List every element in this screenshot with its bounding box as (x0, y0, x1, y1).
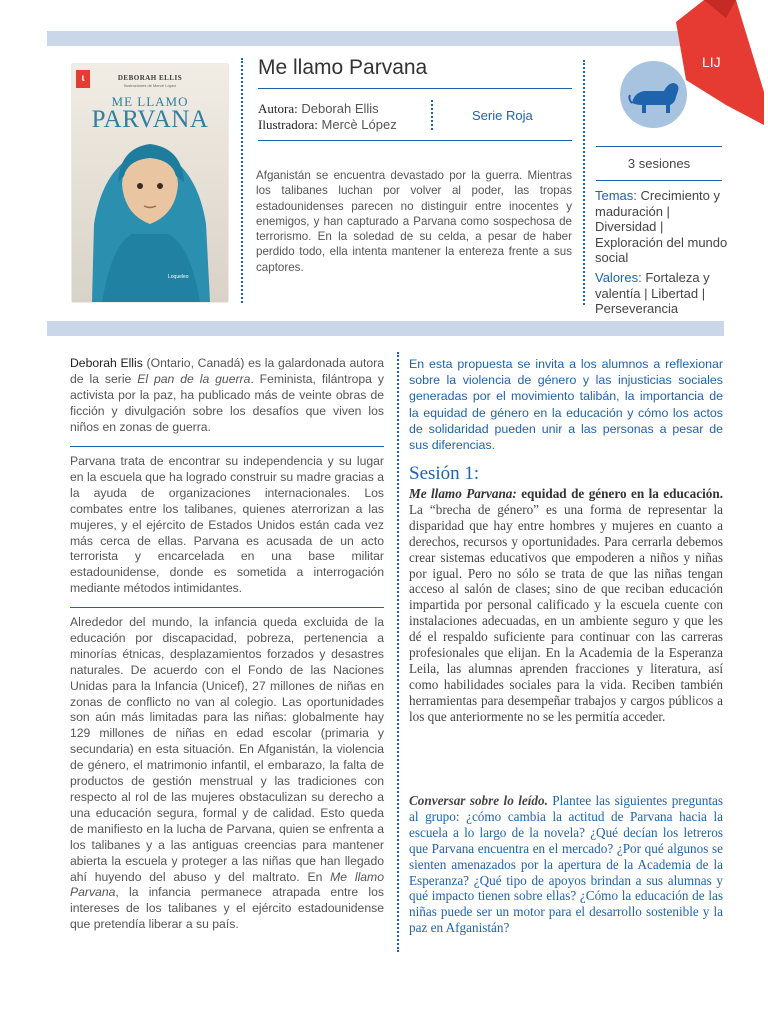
sessions-count: 3 sesiones (627, 156, 691, 171)
lij-ribbon (676, 0, 768, 125)
dog-icon (620, 61, 687, 128)
session-1-title (409, 486, 723, 501)
author-credit (258, 101, 379, 116)
illustrator-credit (258, 117, 397, 132)
divider-dotted (397, 352, 399, 952)
divider-line (596, 146, 722, 147)
context-text: , la infancia permanece atrapada entre los intereses de los talibanes y el ejército estadounidense que pretendía liberar a su país. (70, 885, 384, 932)
series-title: El pan de la guerra (137, 371, 251, 386)
illustrator-label: Ilustradora: (258, 117, 318, 132)
plot-summary: Parvana trata de encontrar su independencia y su lugar en la escuela que ha logrado construir su madre gracias a la ayuda de organizaciones internacionales. Los combates entre los talibanes, quienes aterrorizan a las mujeres, y el ejército de Estados Unidos están cada vez más cerca de ellas. Parvana es acusada de un acto terrorista y encarcelada en una base militar estadounidense, donde es sometida a interrogación mediante métodos intimidantes. (70, 454, 384, 596)
divider-dotted (431, 100, 433, 130)
ribbon-label: LIJ (702, 54, 721, 70)
divider-line (258, 140, 572, 141)
book-title-inline: Me llamo Parvana (70, 869, 384, 900)
author-bio-name: Deborah Ellis (70, 356, 143, 370)
age-badge (620, 61, 687, 128)
divider-dotted (583, 60, 585, 305)
divider-line (70, 446, 384, 447)
themes-label: Temas: (595, 188, 637, 203)
cover-publisher: Loqueleo (168, 274, 189, 280)
cover-title-line2: PARVANA (91, 106, 209, 133)
author-name: Deborah Ellis (301, 101, 379, 116)
session-heading: Sesión 1: (409, 463, 480, 484)
session-1-title-rest: equidad de género en la educación. (516, 486, 723, 501)
values (595, 270, 730, 317)
values-value: Fortaleza y valentía | Libertad | Perseverancia (595, 270, 710, 317)
themes (595, 188, 730, 266)
values-label: Valores: (595, 270, 642, 285)
author-bio-text: . Feminista, filántropa y activista por la paz, ha publicado más de veinte obras de ficción y divulgación sobre los desafíos que viven los niños en zonas de guerra. (70, 371, 384, 434)
divider-line (70, 607, 384, 608)
proposal-intro: En esta propuesta se invita a los alumnos a reflexionar sobre la violencia de género y las injusticias sociales generadas por el movimiento talibán, la importancia de la equidad de género en la educación y cómo los actos de solidaridad pueden unir a las personas a pesar de sus diferencias. (409, 357, 723, 453)
series-label: Serie Roja (472, 108, 533, 123)
divider-dotted (241, 58, 243, 303)
synopsis: Afganistán se encuentra devastado por la guerra. Mientras los talibanes luchan por volver al poder, las tropas estadounidenses parecen no distinguir entre inocentes y enemigos, y han capturado a Parvana como sospechosa de terrorismo. En la soledad de su celda, a pesar de haber perdido todo, ella intenta mantener la entereza frente a sus captores. (256, 169, 572, 274)
discussion-body: Plantee las siguientes preguntas al grupo: ¿cómo cambia la actitud de Parvana hacia la escuela a lo largo de la novela? ¿Qué decían los letreros que Parvana encuentra en el mercado? ¿Por qué algunos se sienten amenazados por la apertura de la Academia de la Esperanza? ¿Qué tipo de apoyos brindan a sus alumnas y qué impacto tienen sobre ellas? ¿Cómo la educación de las niñas puede ser un motor para el desarrollo sostenible y la paz en Afganistán? (409, 793, 723, 936)
divider-line (258, 88, 572, 89)
themes-value: Crecimiento y maduración | Diversidad | Exploración del mundo social (595, 188, 728, 266)
session-1-title-italic: Me llamo Parvana: (409, 486, 517, 501)
book-cover (72, 64, 228, 302)
author-bio-text: (Ontario, Canadá) es la galardonada autora de la serie (70, 356, 384, 386)
author-label: Autora: (258, 101, 298, 116)
publisher-logo-icon: ɩ (76, 70, 90, 88)
cover-author: DEBORAH ELLIS (117, 74, 183, 82)
context-text: Alrededor del mundo, la infancia queda excluida de la educación por discapacidad, pobreza, pertenencia a minorías étnicas, desplazamientos forzados y desastres naturales. De acuerdo con el Fondo de las Naciones Unidas para la Infancia (Unicef), 27 millones de niñas en zonas de conflicto no van al colegio. Las oportunidades son aún más limitadas para las niñas: globalmente hay 129 millones de niñas en edad escolar (primaria y secundaria) en esta situación. En Afganistán, la violencia de género, el matrimonio infantil, el embarazo, la falta de productos de gestión menstrual y las tradiciones con respecto al rol de las mujeres obstaculizan su derecho a una educación segura, formal y de calidad. Esto queda de manifiesto en la lucha de Parvana, quien se enfrenta a los talibanes y a las antiguas creencias para mantener abierta la escuela y proteger a las niñas que han llegado ahí huyendo del abuso y del maltrato. En (70, 615, 384, 884)
illustrator-name: Mercè López (321, 117, 397, 132)
discussion-lead: Conversar sobre lo leído. (409, 793, 548, 808)
author-bio (70, 356, 384, 436)
book-title: Me llamo Parvana (258, 56, 428, 79)
bottom-decorative-band (47, 321, 724, 336)
cover-title-line1: ME LLAMO (111, 94, 189, 109)
session-1-text (409, 486, 723, 725)
session-1-body: La “brecha de género” es una forma de representar la disparidad que hay entre hombres y mujeres en cuanto a derechos, recursos y oportunidades. Para cerrarla debemos crear sistemas educativos que empoderen a niños y niñas por igual. Pero no sólo se trata de que las niñas tengan acceso al salón de clases; sino de que reciban educación impartida por personal calificado y la escuela cuente con instalaciones adecuadas, en un ambiente seguro y que les dé el respaldo suficiente para continuar con las carreras profesionales que elijan. En la Academia de la Esperanza Leila, las alumnas aprenden fracciones y literatura, así como habilidades sociales para la vida. Reciben también herramientas para desempeñar trabajos y cargos públicos a los que anteriormente no se les permitía acceder. (409, 501, 723, 724)
top-decorative-band (47, 31, 724, 46)
discussion-questions (409, 793, 723, 936)
context-paragraph (70, 615, 384, 933)
cover-illustrator: Ilustraciones de Mercè López (123, 83, 177, 88)
divider-line (596, 180, 722, 181)
